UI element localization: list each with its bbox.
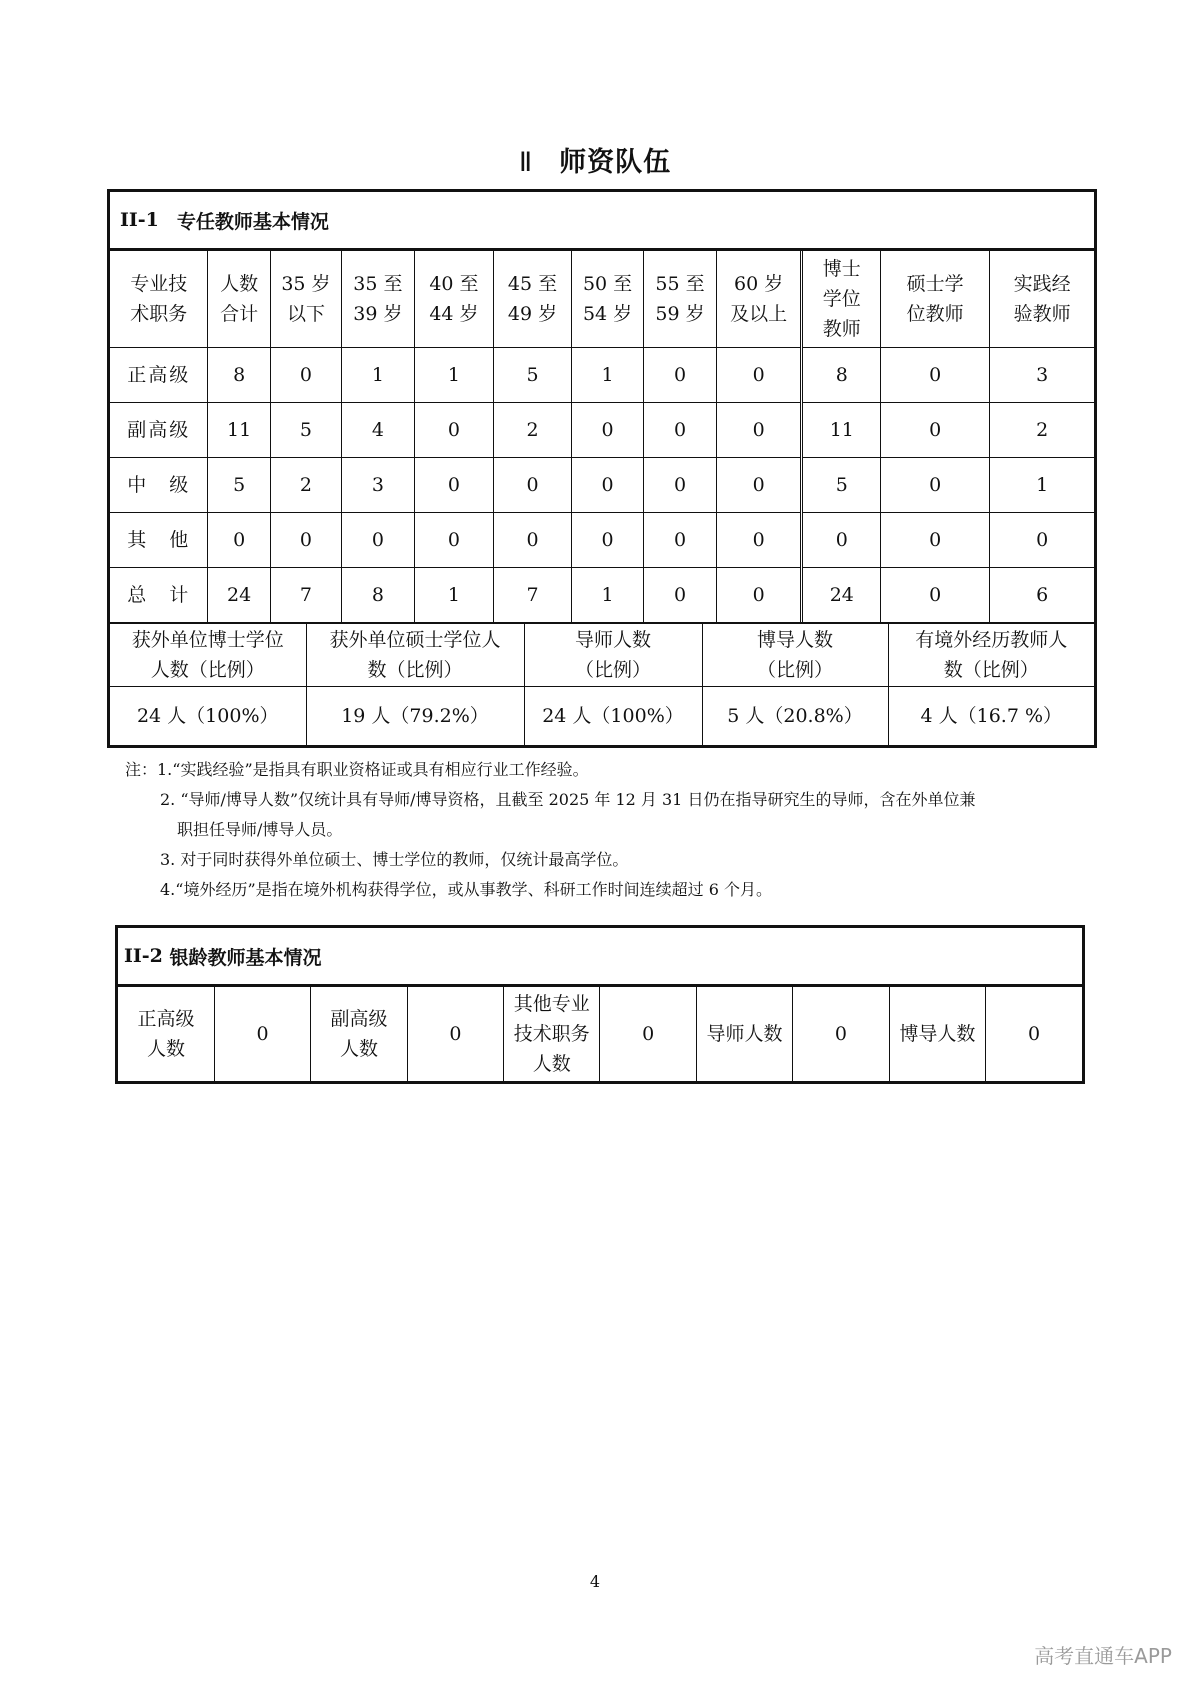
table-cell: 7 [494,568,572,623]
table-cell: 24 [208,568,270,623]
page-number: 4 [589,1572,601,1591]
table2-heading [118,928,1082,987]
table-cell: 0 [270,348,341,403]
note-2: 2. “导师/博导人数”仅统计具有导师/博导资格，且截至 2025 年 12 月 31 日仍在指导研究生的导师，含在外单位兼 [160,790,976,809]
table-cell: 0 [881,403,990,458]
table-cell: 0 [494,513,572,568]
column-header: 60 岁 及以上 [716,251,802,348]
table-cell: 0 [802,513,881,568]
table2-code: II-2 [124,945,163,967]
row-label: 总 计 [110,568,208,623]
table1-code: II-1 [120,209,159,231]
table-cell: 0 [208,513,270,568]
summary-value: 24 人（100%） [524,687,702,746]
page-title [0,140,1190,179]
table-cell: 6 [990,568,1094,623]
column-header: 专业技 术职务 [110,251,208,348]
senior-value: 0 [600,987,696,1081]
note-4: 4.“境外经历”是指在境外机构获得学位，或从事教学、科研工作时间连续超过 6 个月。 [160,880,772,899]
table-cell: 0 [716,568,802,623]
table-cell: 0 [881,348,990,403]
watermark: 高考直通车APP [1034,1644,1172,1668]
table-cell: 0 [494,458,572,513]
table-cell: 0 [644,458,716,513]
summary-value: 5 人（20.8%） [702,687,888,746]
table-cell: 5 [208,458,270,513]
table-cell: 0 [414,403,494,458]
table-cell: 0 [414,513,494,568]
table-row [110,568,1094,623]
table-cell: 0 [881,568,990,623]
table-cell: 8 [208,348,270,403]
senior-label: 导师人数 [696,987,792,1081]
summary-header: 博导人数 （比例） [702,623,888,687]
table-cell: 5 [494,348,572,403]
row-label: 副高级 [110,403,208,458]
senior-label: 副高级 人数 [311,987,407,1081]
senior-label: 正高级 人数 [118,987,214,1081]
table-row [110,513,1094,568]
table-cell: 2 [494,403,572,458]
summary-value: 24 人（100%） [110,687,306,746]
note-2-continued: 职担任导师/博导人员。 [177,820,343,839]
table-cell: 8 [802,348,881,403]
table-cell: 7 [270,568,341,623]
table-cell: 5 [802,458,881,513]
table-row [110,348,1094,403]
column-header: 35 岁 以下 [270,251,341,348]
table1-heading [110,192,1094,251]
table1-grid [110,251,1094,622]
summary-header: 导师人数 （比例） [524,623,702,687]
table-cell: 1 [571,348,643,403]
senior-value: 0 [986,987,1082,1081]
summary-value: 4 人（16.7 %） [888,687,1094,746]
table-cell: 11 [208,403,270,458]
table-cell: 0 [571,513,643,568]
table-cell: 1 [342,348,414,403]
table-cell: 0 [716,513,802,568]
table-cell: 0 [342,513,414,568]
column-header: 硕士学 位教师 [881,251,990,348]
table1-title: 专任教师基本情况 [176,210,329,233]
senior-value: 0 [407,987,503,1081]
table-cell: 1 [571,568,643,623]
table-cell: 0 [571,458,643,513]
column-header: 35 至 39 岁 [342,251,414,348]
column-header: 人数 合计 [208,251,270,348]
table-senior-teachers [115,925,1085,1084]
column-header: 博士 学位 教师 [802,251,881,348]
table-cell: 0 [270,513,341,568]
table-cell: 2 [990,403,1094,458]
table-cell: 11 [802,403,881,458]
table1-summary [110,622,1094,745]
table-cell: 1 [414,348,494,403]
summary-header: 获外单位博士学位 人数（比例） [110,623,306,687]
table-cell: 0 [644,348,716,403]
section-title: 师资队伍 [559,147,672,178]
table-cell: 0 [644,403,716,458]
row-label: 正高级 [110,348,208,403]
summary-value: 19 人（79.2%） [306,687,524,746]
column-header: 40 至 44 岁 [414,251,494,348]
senior-label: 博导人数 [889,987,985,1081]
summary-header: 获外单位硕士学位人 数（比例） [306,623,524,687]
row-label: 其 他 [110,513,208,568]
table2-grid [118,987,1082,1081]
table2-title: 银龄教师基本情况 [169,946,322,969]
column-header: 45 至 49 岁 [494,251,572,348]
table-cell: 2 [270,458,341,513]
senior-label: 其他专业 技术职务 人数 [504,987,600,1081]
table-cell: 0 [644,568,716,623]
table-cell: 1 [414,568,494,623]
table-cell: 0 [881,458,990,513]
column-header: 55 至 59 岁 [644,251,716,348]
column-header: 50 至 54 岁 [571,251,643,348]
table-cell: 0 [990,513,1094,568]
notes [125,755,1085,905]
column-header: 实践经 验教师 [990,251,1094,348]
table-cell: 0 [716,348,802,403]
table-row [110,458,1094,513]
table-cell: 24 [802,568,881,623]
row-label: 中 级 [110,458,208,513]
table-cell: 0 [644,513,716,568]
note-3: 3. 对于同时获得外单位硕士、博士学位的教师，仅统计最高学位。 [160,850,629,869]
note-1: 注：1.“实践经验”是指具有职业资格证或具有相应行业工作经验。 [125,760,589,779]
senior-value: 0 [793,987,889,1081]
table-cell: 3 [990,348,1094,403]
table-cell: 8 [342,568,414,623]
table-full-time-teachers [107,189,1097,748]
table-cell: 5 [270,403,341,458]
table-cell: 0 [881,513,990,568]
table-cell: 0 [571,403,643,458]
table-cell: 4 [342,403,414,458]
table-cell: 0 [414,458,494,513]
table-cell: 3 [342,458,414,513]
table-row [110,403,1094,458]
table-cell: 1 [990,458,1094,513]
senior-value: 0 [214,987,310,1081]
summary-header: 有境外经历教师人 数（比例） [888,623,1094,687]
section-roman-numeral: Ⅱ [518,147,534,178]
table1-header-row [110,251,1094,348]
table-cell: 0 [716,458,802,513]
table-cell: 0 [716,403,802,458]
